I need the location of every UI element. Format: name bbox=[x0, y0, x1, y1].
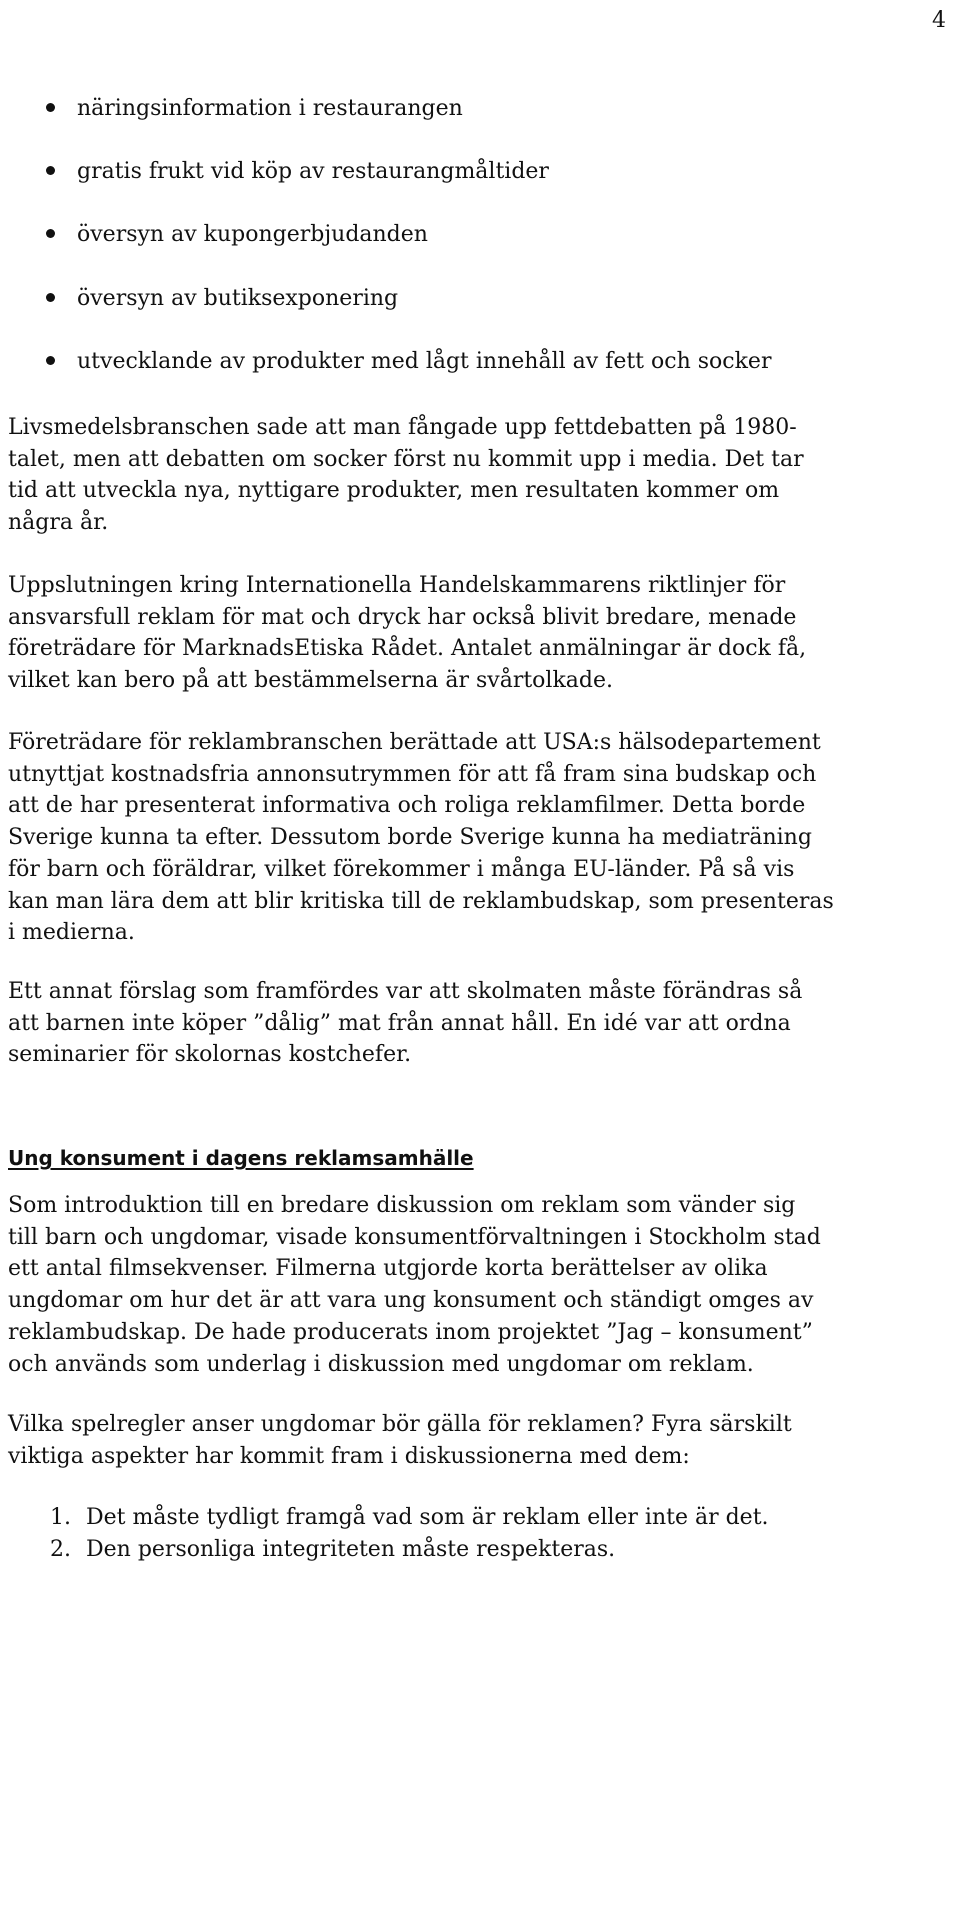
paragraph-line: företrädare för MarknadsEtiska Rådet. Antalet anmälningar är dock få, bbox=[8, 636, 807, 662]
paragraph bbox=[8, 1190, 958, 1380]
paragraph-line: Företrädare för reklambranschen berättade att USA:s hälsodepartement bbox=[8, 730, 821, 755]
bullet-icon bbox=[46, 356, 55, 365]
paragraph-line: ett antal filmsekvenser. Filmerna utgjorde korta berättelser av olika bbox=[8, 1256, 768, 1282]
item-number: 1. bbox=[50, 1505, 71, 1530]
paragraph bbox=[8, 1409, 958, 1472]
numbered-item bbox=[50, 1505, 769, 1530]
bullet-text: översyn av kupongerbjudanden bbox=[77, 222, 428, 247]
paragraph-line: Uppslutningen kring Internationella Handelskammarens riktlinjer för bbox=[8, 573, 786, 598]
paragraph-line: och används som underlag i diskussion med ungdomar om reklam. bbox=[8, 1351, 754, 1377]
paragraph-line: Ett annat förslag som framfördes var att skolmaten måste förändras så bbox=[8, 979, 803, 1004]
paragraph-line: Som introduktion till en bredare diskussion om reklam som vänder sig bbox=[8, 1193, 796, 1218]
paragraph-line: tid att utveckla nya, nyttigare produkter, men resultaten kommer om bbox=[8, 478, 780, 504]
bullet-icon bbox=[46, 103, 55, 112]
paragraph-line: utnyttjat kostnadsfria annonsutrymmen för att få fram sina budskap och bbox=[8, 761, 817, 787]
paragraph-line: Sverige kunna ta efter. Dessutom borde Sverige kunna ha mediaträning bbox=[8, 825, 812, 851]
paragraph-line: att barnen inte köper ”dålig” mat från annat håll. En idé var att ordna bbox=[8, 1010, 791, 1036]
bullet-item bbox=[46, 159, 549, 184]
paragraph bbox=[8, 976, 958, 1071]
bullet-icon bbox=[46, 229, 55, 238]
section-heading: Ung konsument i dagens reklamsamhälle bbox=[8, 1146, 474, 1170]
bullet-text: gratis frukt vid köp av restaurangmåltider bbox=[77, 159, 549, 184]
bullet-text: näringsinformation i restaurangen bbox=[77, 96, 463, 121]
paragraph-line: vilket kan bero på att bestämmelserna är svårtolkade. bbox=[8, 668, 614, 694]
bullet-text: översyn av butiksexponering bbox=[77, 286, 399, 311]
paragraph-line: kan man lära dem att blir kritiska till de reklambudskap, som presenteras bbox=[8, 888, 834, 914]
paragraph-line: Vilka spelregler anser ungdomar bör gälla för reklamen? Fyra särskilt bbox=[8, 1412, 792, 1437]
bullet-icon bbox=[46, 166, 55, 175]
bullet-item bbox=[46, 222, 428, 247]
paragraph-line: ansvarsfull reklam för mat och dryck har också blivit bredare, menade bbox=[8, 604, 797, 630]
paragraph bbox=[8, 570, 958, 697]
paragraph-line: Livsmedelsbranschen sade att man fångade upp fettdebatten på 1980- bbox=[8, 415, 797, 440]
item-text: Det måste tydligt framgå vad som är reklam eller inte är det. bbox=[86, 1505, 769, 1530]
paragraph-line: seminarier för skolornas kostchefer. bbox=[8, 1042, 412, 1068]
paragraph-line: att de har presenterat informativa och roliga reklamfilmer. Detta borde bbox=[8, 793, 806, 819]
paragraph-line: talet, men att debatten om socker först nu kommit upp i media. Det tar bbox=[8, 446, 804, 472]
paragraph-line: i medierna. bbox=[8, 920, 135, 946]
bullet-text: utvecklande av produkter med lågt innehåll av fett och socker bbox=[77, 349, 772, 374]
bullet-item bbox=[46, 349, 771, 374]
item-text: Den personliga integriteten måste respekteras. bbox=[86, 1537, 616, 1562]
paragraph-line: reklambudskap. De hade producerats inom projektet ”Jag – konsument” bbox=[8, 1319, 813, 1345]
paragraph-line: några år. bbox=[8, 510, 109, 536]
paragraph bbox=[8, 727, 958, 949]
item-number: 2. bbox=[50, 1537, 71, 1562]
paragraph bbox=[8, 412, 958, 539]
paragraph-line: för barn och föräldrar, vilket förekommer i många EU-länder. På så vis bbox=[8, 856, 795, 882]
bullet-item bbox=[46, 96, 463, 121]
paragraph-line: till barn och ungdomar, visade konsumentförvaltningen i Stockholm stad bbox=[8, 1224, 821, 1250]
bullet-icon bbox=[46, 293, 55, 302]
bullet-item bbox=[46, 286, 398, 311]
page-number: 4 bbox=[932, 8, 946, 33]
paragraph-line: ungdomar om hur det är att vara ung konsument och ständigt omges av bbox=[8, 1288, 814, 1314]
paragraph-line: viktiga aspekter har kommit fram i diskussionerna med dem: bbox=[8, 1443, 690, 1469]
numbered-item bbox=[50, 1537, 615, 1562]
